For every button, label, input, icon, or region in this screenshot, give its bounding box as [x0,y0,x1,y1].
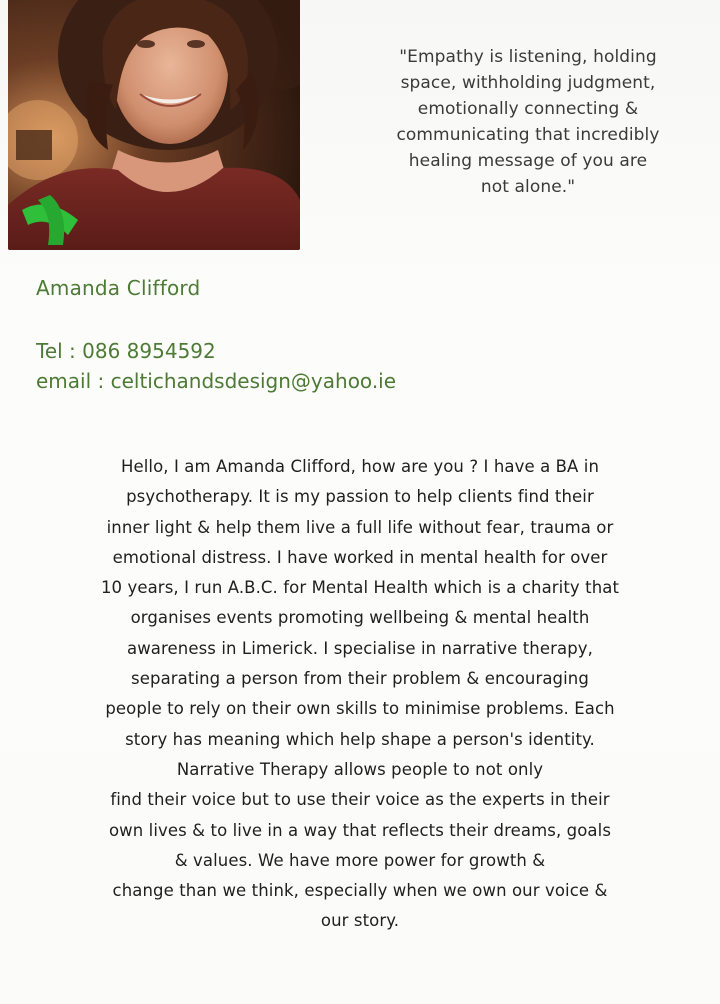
bio-line: change than we think, especially when we own our voice & [112,881,608,901]
bio-line: 10 years, I run A.B.C. for Mental Health which is a charity that [100,578,620,598]
quote-line: emotionally connecting & [417,99,639,119]
contact-name: Amanda Clifford [36,276,201,300]
quote-line: not alone." [480,177,576,197]
bio-line: own lives & to live in a way that reflects their dreams, goals [108,820,612,840]
contact-email: email : celtichandsdesign@yahoo.ie [36,369,397,393]
bio-line: psychotherapy. It is my passion to help clients find their [126,487,594,507]
quote-line: "Empathy is listening, holding [399,47,657,67]
quote [380,44,676,200]
bio-text [40,452,680,937]
bio-line: our story. [320,911,400,931]
bio-line: find their voice but to use their voice as the experts in their [110,790,610,810]
quote-line: space, withholding judgment, [400,73,656,93]
bio-line: awareness in Limerick. I specialise in narrative therapy, [127,638,593,658]
portrait-photo [8,0,300,250]
bio-line: organises events promoting wellbeing & mental health [130,608,590,628]
quote-line: communicating that incredibly [396,125,660,145]
bio-line: people to rely on their own skills to minimise problems. Each [105,699,615,719]
bio-line: Narrative Therapy allows people to not only [176,759,544,779]
bio-line: emotional distress. I have worked in mental health for over [112,547,608,567]
bio-line: inner light & help them live a full life without fear, trauma or [106,517,614,537]
bio-line: & values. We have more power for growth & [174,850,546,870]
bio-line: story has meaning which help shape a person's identity. [125,729,595,749]
quote-line: healing message of you are [408,151,648,171]
bio-line: Hello, I am Amanda Clifford, how are you ? I have a BA in [120,457,600,476]
contact-phone: Tel : 086 8954592 [36,339,216,363]
bio-line: separating a person from their problem & encouraging [131,669,589,689]
